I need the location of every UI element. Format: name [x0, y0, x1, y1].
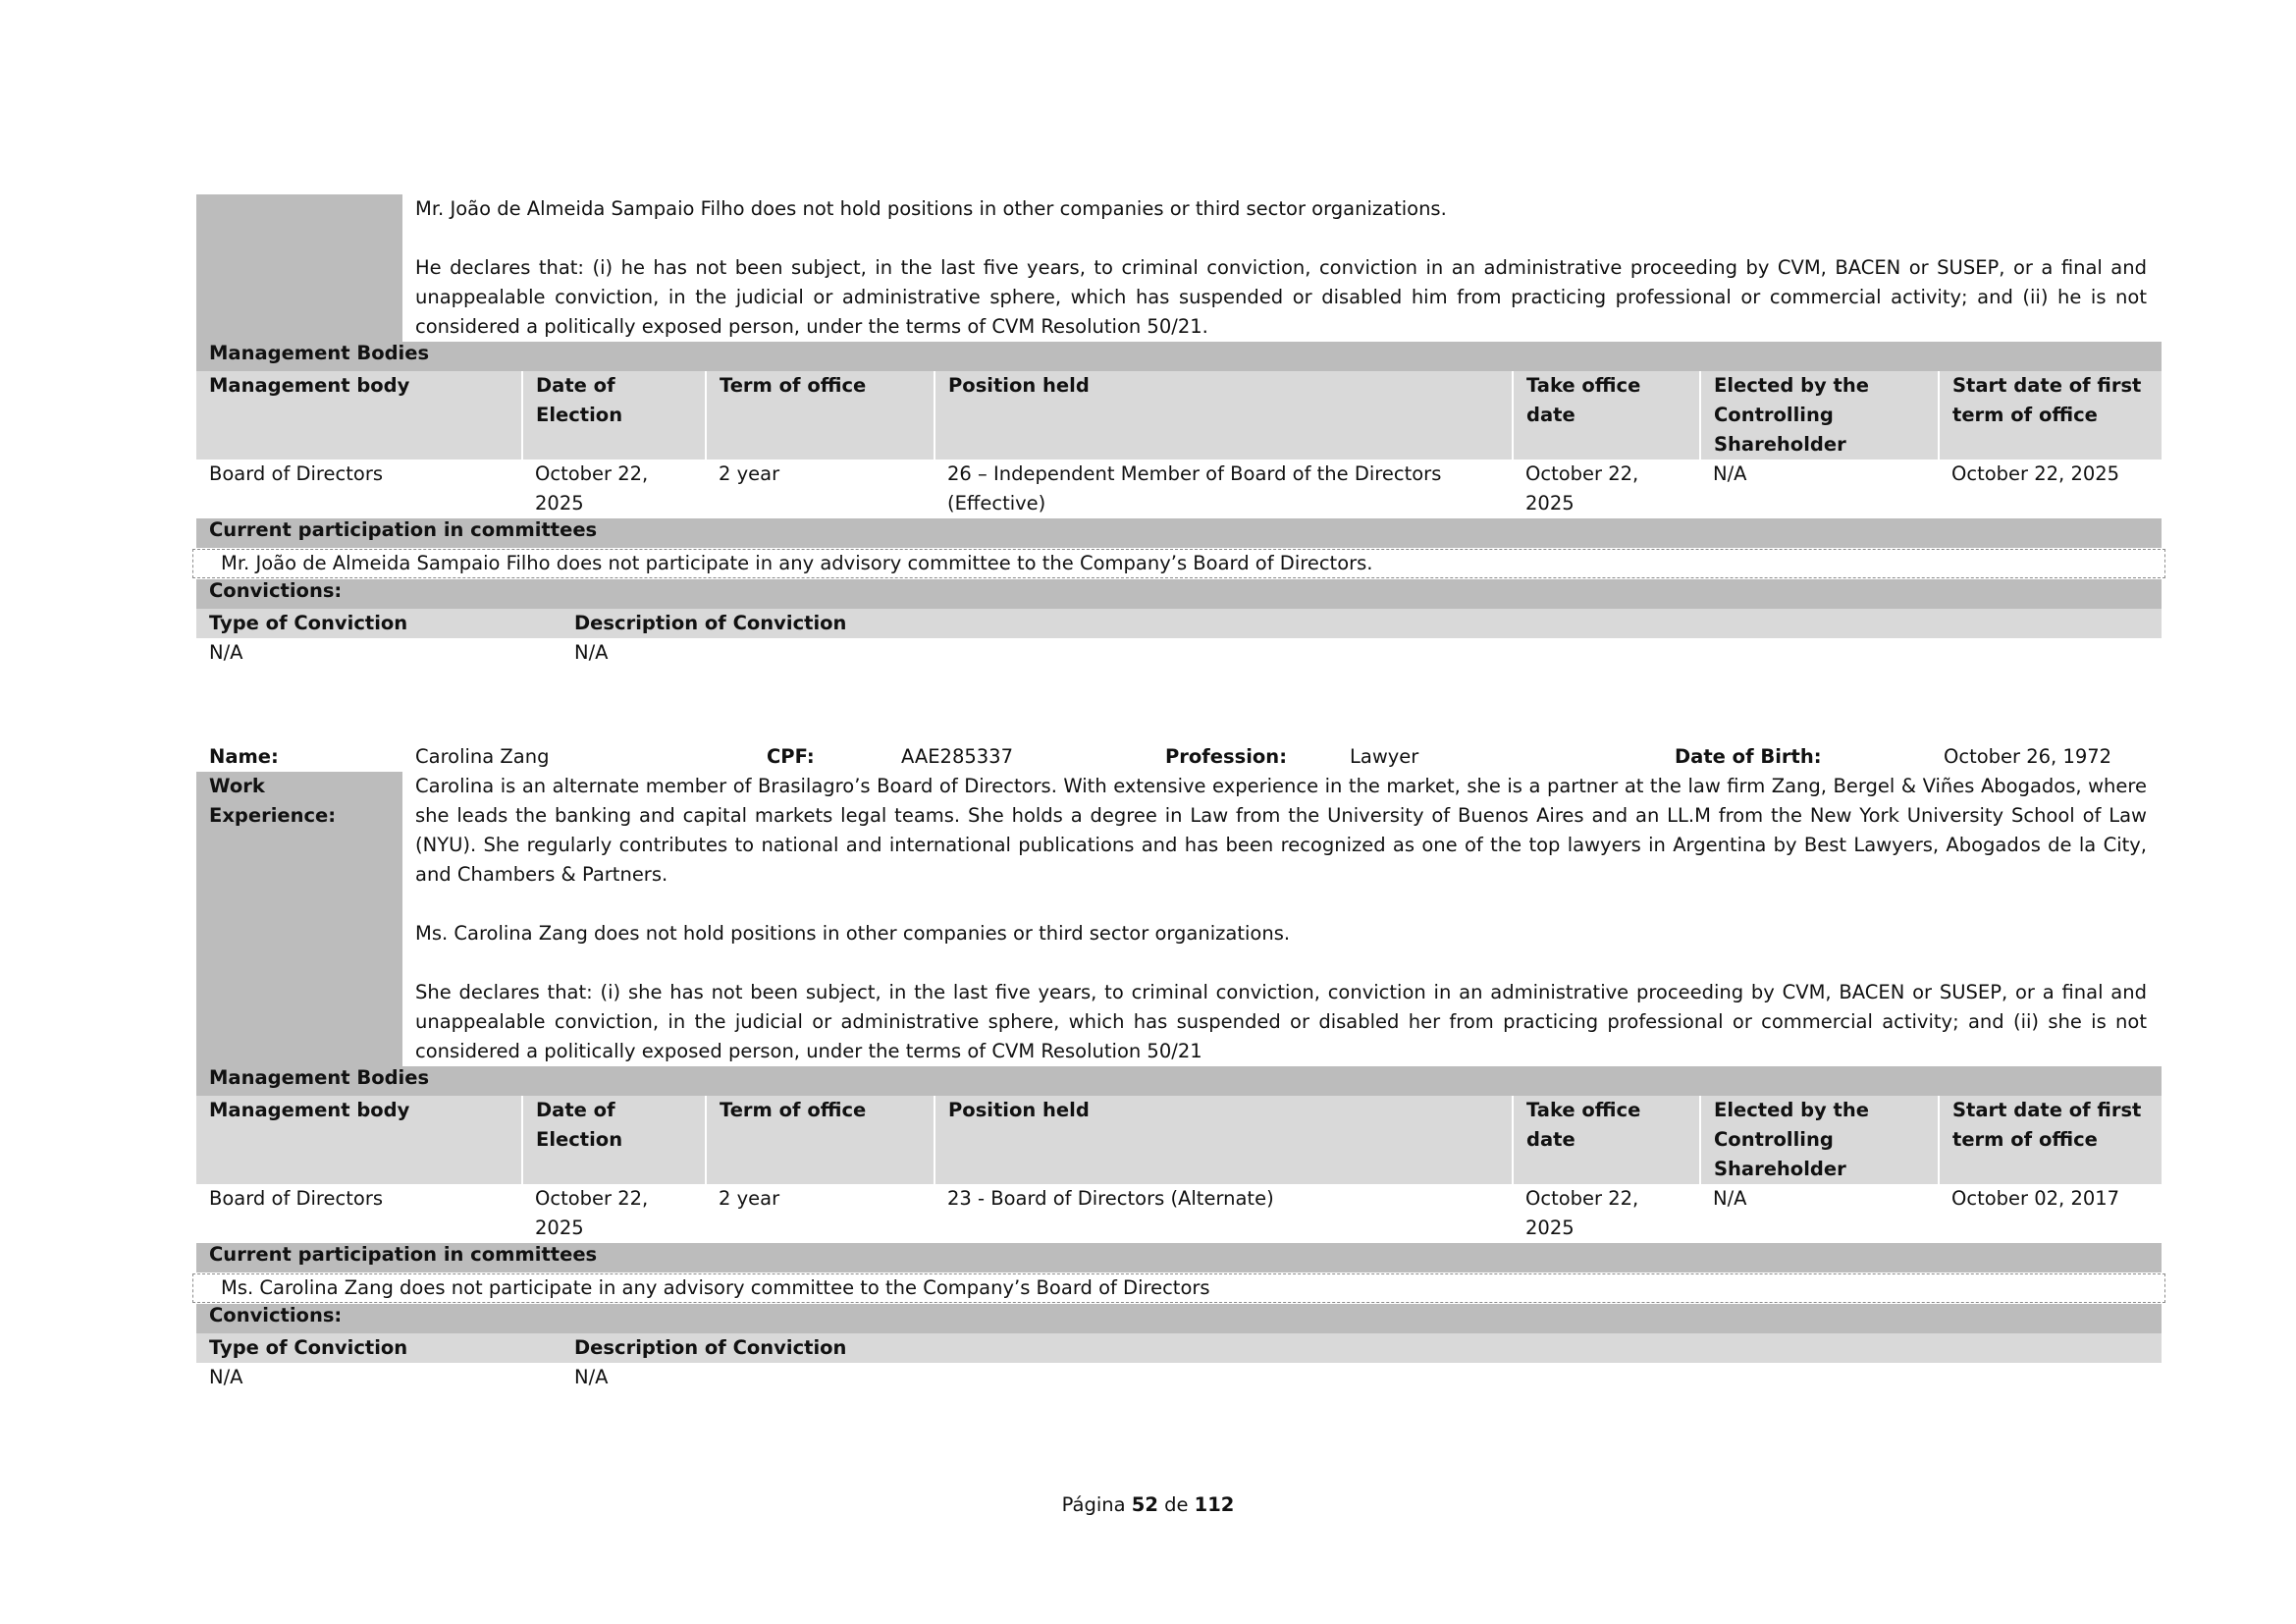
- profile-carolina-zang: [196, 742, 2162, 1392]
- convictions-header-row: [196, 1333, 2162, 1363]
- page-prefix: Página: [1061, 1493, 1126, 1516]
- cell-description-of-conviction: N/A: [574, 1366, 609, 1388]
- management-bodies-title: Management Bodies: [196, 342, 2162, 371]
- table-row: [196, 1363, 2162, 1392]
- page-total: 112: [1194, 1493, 1235, 1516]
- header-position-held: Position held: [934, 371, 1513, 460]
- cell-start-date-first-term: October 22, 2025: [1951, 462, 2120, 485]
- header-description-of-conviction: Description of Conviction: [561, 1333, 2162, 1363]
- table-row: [196, 1184, 2162, 1243]
- convictions-table: [196, 609, 2162, 668]
- profession-label: Profession:: [1152, 742, 1337, 772]
- cpf-label: CPF:: [754, 742, 888, 772]
- cell-elected-by-controlling: N/A: [1713, 1187, 1747, 1210]
- name-label: Name:: [196, 742, 402, 772]
- identity-row: [196, 742, 2162, 772]
- work-experience-cell: [402, 772, 2162, 1066]
- cell-term-of-office: 2 year: [719, 462, 780, 485]
- work-experience-label: Work Experience:: [196, 772, 402, 1066]
- cell-type-of-conviction: N/A: [209, 641, 243, 664]
- management-bodies-title: Management Bodies: [196, 1066, 2162, 1096]
- header-take-office-date: Take office date: [1513, 1096, 1700, 1184]
- header-management-body: Management body: [196, 1096, 522, 1184]
- convictions-header-row: [196, 609, 2162, 638]
- header-term-of-office: Term of office: [706, 1096, 934, 1184]
- header-date-of-election: Date of Election: [522, 1096, 706, 1184]
- profession-value: Lawyer: [1337, 742, 1662, 772]
- committees-title: Current participation in committees: [196, 1243, 2162, 1272]
- cpf-value: AAE285337: [888, 742, 1152, 772]
- cell-take-office-date: October 22, 2025: [1525, 462, 1639, 514]
- header-start-date-first-term: Start date of first term of office: [1939, 371, 2162, 460]
- profile-text-cell: [402, 194, 2162, 342]
- header-description-of-conviction: Description of Conviction: [561, 609, 2162, 638]
- header-elected-by-controlling: Elected by the Controlling Shareholder: [1700, 371, 1939, 460]
- header-date-of-election: Date of Election: [522, 371, 706, 460]
- page-number: 52: [1131, 1493, 1158, 1516]
- work-experience-text: Carolina is an alternate member of Brasilagro’s Board of Directors. With extensive experience in the market, she is a partner at the law firm Zang, Bergel & Viñes Abogados, where she leads the banking and capital markets legal teams. She holds a degree in Law from the University of Buenos Aires and an LL.M from the New York University School of Law (NYU). She regularly contributes to national and international publications and has been recognized as one of the top lawyers in Argentina by Best Lawyers, Abogados de la City, and Chambers & Partners.: [415, 775, 2147, 886]
- management-bodies-table: [196, 1096, 2162, 1243]
- table-row: [196, 460, 2162, 518]
- name-value: Carolina Zang: [402, 742, 754, 772]
- cell-position-held: 23 - Board of Directors (Alternate): [947, 1187, 1274, 1210]
- cell-take-office-date: October 22, 2025: [1525, 1187, 1639, 1239]
- cell-term-of-office: 2 year: [719, 1187, 780, 1210]
- cell-date-of-election: October 22, 2025: [535, 462, 649, 514]
- header-take-office-date: Take office date: [1513, 371, 1700, 460]
- convictions-title: Convictions:: [196, 579, 2162, 609]
- other-positions-text: Mr. João de Almeida Sampaio Filho does not hold positions in other companies or third sector organizations.: [415, 197, 1447, 220]
- header-position-held: Position held: [934, 1096, 1513, 1184]
- management-bodies-header-row: [196, 371, 2162, 460]
- committees-text: Mr. João de Almeida Sampaio Filho does not participate in any advisory committee to the Company’s Board of Directors.: [192, 549, 2165, 578]
- committees-text: Ms. Carolina Zang does not participate in any advisory committee to the Company’s Board of Directors: [192, 1273, 2165, 1303]
- cell-position-held: 26 – Independent Member of Board of the Directors (Effective): [947, 462, 1442, 514]
- declaration-text: He declares that: (i) he has not been subject, in the last five years, to criminal conviction, conviction in an administrative proceeding by CVM, BACEN or SUSEP, or a final and unappealable conviction, in the judicial or administrative sphere, which has suspended or disabled him from practicing professional or commercial activity; and (ii) he is not considered a politically exposed person, under the terms of CVM Resolution 50/21.: [415, 256, 2147, 338]
- cell-start-date-first-term: October 02, 2017: [1951, 1187, 2120, 1210]
- cell-management-body: Board of Directors: [209, 462, 383, 485]
- header-elected-by-controlling: Elected by the Controlling Shareholder: [1700, 1096, 1939, 1184]
- dob-value: October 26, 1972: [1931, 742, 2162, 772]
- cell-date-of-election: October 22, 2025: [535, 1187, 649, 1239]
- table-row: [196, 638, 2162, 668]
- cell-type-of-conviction: N/A: [209, 1366, 243, 1388]
- header-term-of-office: Term of office: [706, 371, 934, 460]
- cell-management-body: Board of Directors: [209, 1187, 383, 1210]
- management-bodies-table: [196, 371, 2162, 518]
- profile-text-table: [196, 194, 2162, 342]
- header-start-date-first-term: Start date of first term of office: [1939, 1096, 2162, 1184]
- cell-description-of-conviction: N/A: [574, 641, 609, 664]
- dob-label: Date of Birth:: [1662, 742, 1931, 772]
- header-management-body: Management body: [196, 371, 522, 460]
- management-bodies-header-row: [196, 1096, 2162, 1184]
- header-type-of-conviction: Type of Conviction: [196, 1333, 561, 1363]
- page-sep: de: [1164, 1493, 1189, 1516]
- committees-title: Current participation in committees: [196, 518, 2162, 548]
- work-experience-table: [196, 772, 2162, 1066]
- profile-joao-continued: [196, 194, 2162, 668]
- convictions-title: Convictions:: [196, 1304, 2162, 1333]
- convictions-table: [196, 1333, 2162, 1392]
- cell-elected-by-controlling: N/A: [1713, 462, 1747, 485]
- page-footer: [0, 1493, 2296, 1516]
- other-positions-text: Ms. Carolina Zang does not hold positions in other companies or third sector organizations.: [415, 922, 1291, 945]
- declaration-text: She declares that: (i) she has not been subject, in the last five years, to criminal conviction, conviction in an administrative proceeding by CVM, BACEN or SUSEP, or a final and unappealable conviction, in the judicial or administrative sphere, which has suspended or disabled her from practicing professional or commercial activity; and (ii) she is not considered a politically exposed person, under the terms of CVM Resolution 50/21: [415, 981, 2147, 1062]
- header-type-of-conviction: Type of Conviction: [196, 609, 561, 638]
- label-cell-empty: [196, 194, 402, 342]
